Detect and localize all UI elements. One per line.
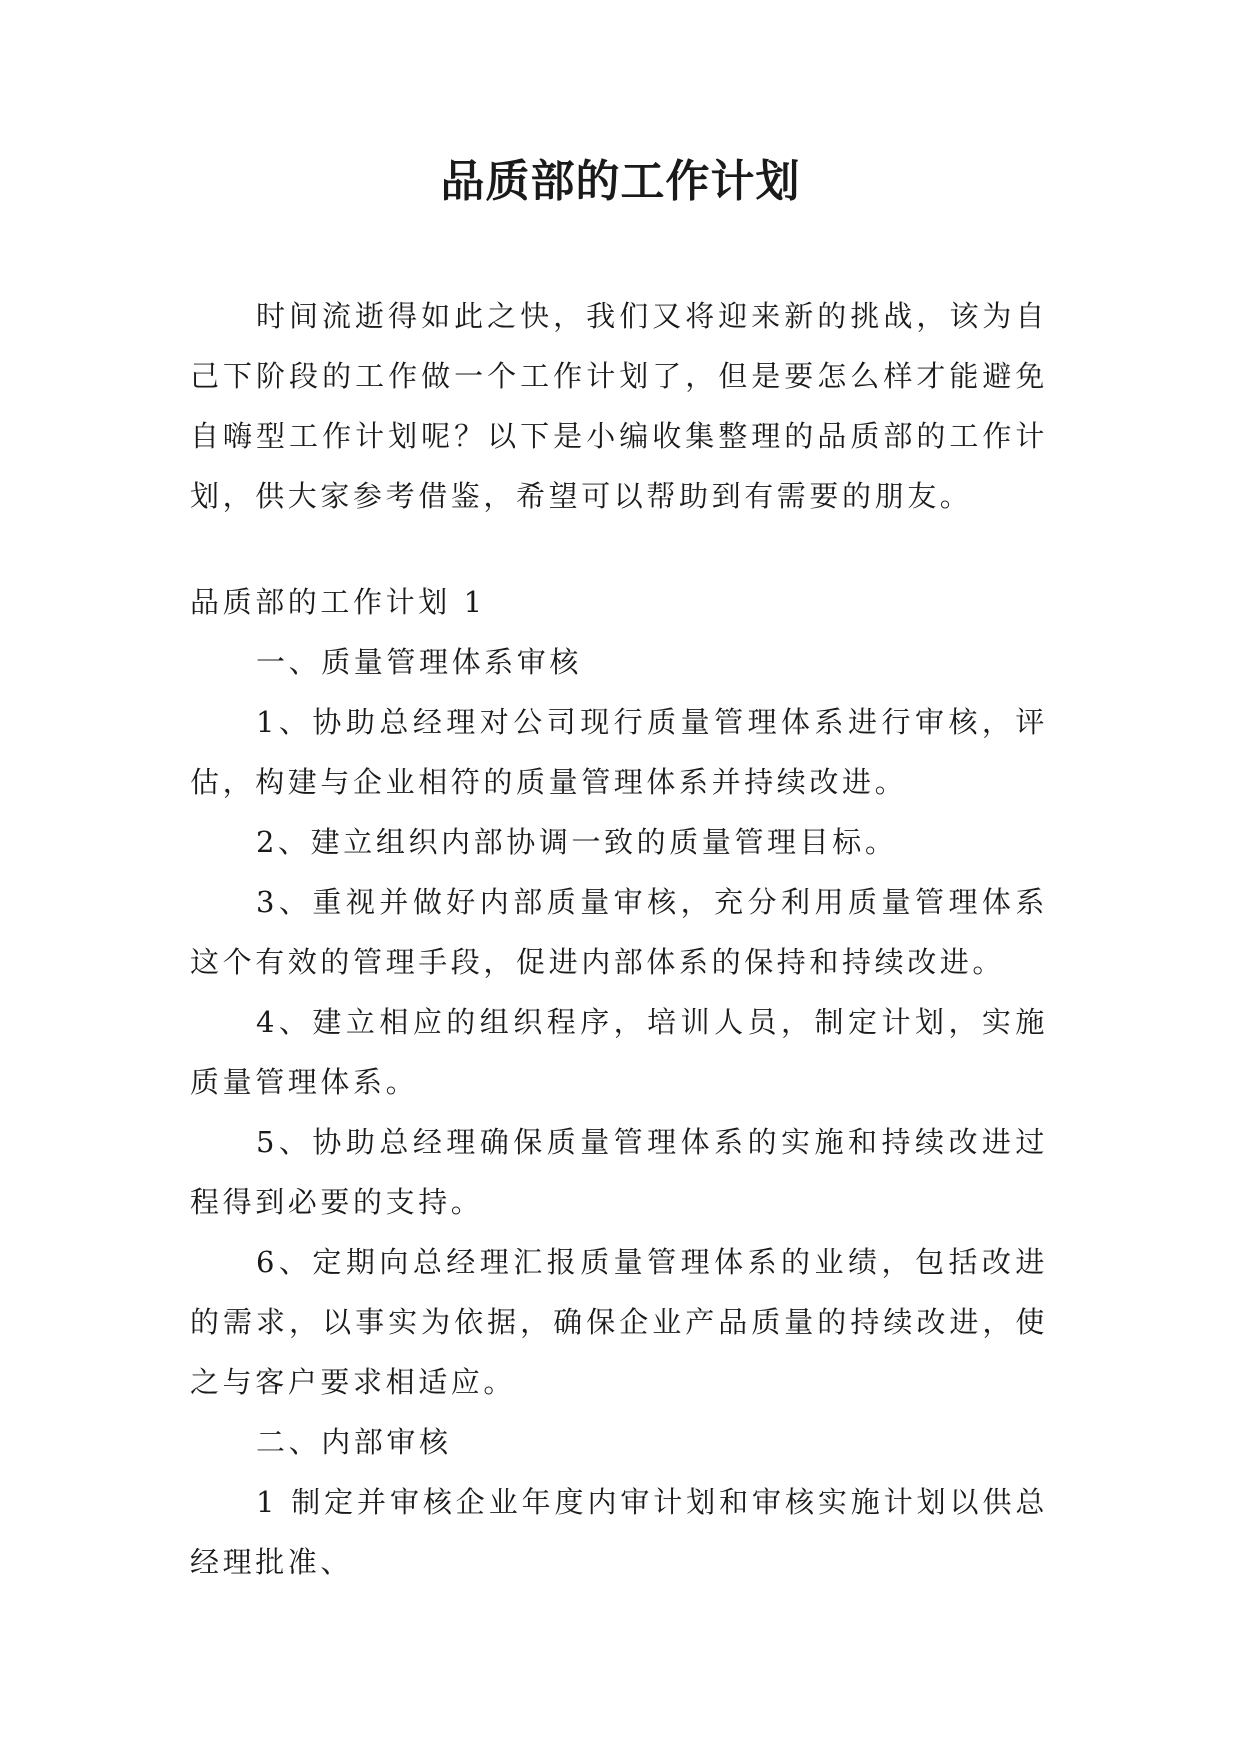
paragraph-internal-audit-1: 1 制定并审核企业年度内审计划和审核实施计划以供总经理批准、 [190,1485,1048,1579]
heading-internal-audit: 二、内部审核 [256,1425,452,1459]
paragraph-item-5: 5、协助总经理确保质量管理体系的实施和持续改进过程得到必要的支持。 [190,1125,1048,1219]
paragraph-item-6: 6、定期向总经理汇报质量管理体系的业绩，包括改进的需求，以事实为依据，确保企业产品质量的持续改进，使之与客户要求相适应。 [190,1245,1048,1399]
heading-quality-system-audit: 一、质量管理体系审核 [256,645,583,679]
paragraph-item-3: 3、重视并做好内部质量审核，充分利用质量管理体系这个有效的管理手段，促进内部体系的保持和持续改进。 [190,885,1048,979]
document-title: 品质部的工作计划 [440,156,801,207]
paragraph-item-2: 2、建立组织内部协调一致的质量管理目标。 [256,825,898,859]
intro-paragraph: 时间流逝得如此之快，我们又将迎来新的挑战，该为自己下阶段的工作做一个工作计划了，但是要怎么样才能避免自嗨型工作计划呢？以下是小编收集整理的品质部的工作计划，供大家参考借鉴，希望可以帮助到有需要的朋友。 [190,299,1048,513]
paragraph-item-4: 4、建立相应的组织程序，培训人员，制定计划，实施质量管理体系。 [190,1005,1048,1099]
document-body [190,572,1048,1592]
section-title: 品质部的工作计划 1 [190,585,486,619]
paragraph-item-1: 1、协助总经理对公司现行质量管理体系进行审核，评估，构建与企业相符的质量管理体系并持续改进。 [190,705,1048,799]
